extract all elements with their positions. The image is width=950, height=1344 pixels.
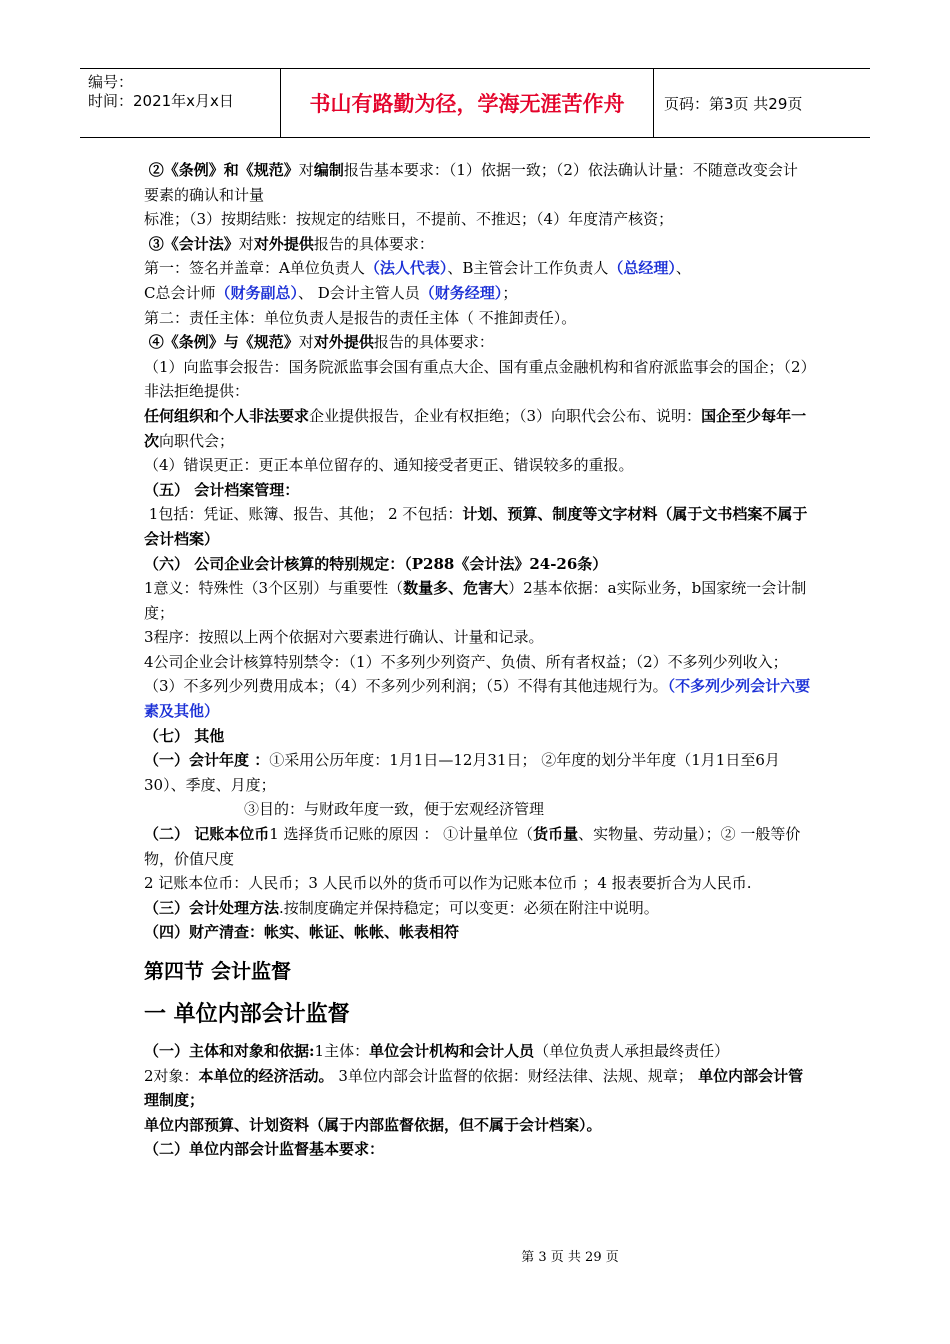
document-body [144,158,812,1162]
page-footer: 第 3 页 共 29 页 [521,1250,619,1265]
paragraph: ②《条例》和《规范》对编制报告基本要求：（1）依据一致；（2）依法确认计量：不随意改变会计要素的确认和计量 [144,161,798,204]
paragraph: ③目的：与财政年度一致，便于宏观经济管理 [244,800,545,819]
paragraph: 1意义：特殊性（3个区别）与重要性（数量多、危害大）2基本依据：a实际业务，b国家统一会计制度； [144,579,807,622]
paragraph: 4公司企业会计核算特别禁令：（1）不多列少列资产、负债、所有者权益；（2）不多列少列收入； [144,652,788,671]
heading: （四）财产清查：帐实、帐证、帐帐、帐表相符 [144,923,460,942]
paragraph: （一）主体和对象和依据:1主体：单位会计机构和会计人员（单位负责人承担最终责任） [144,1042,730,1060]
paragraph: （3）不多列少列费用成本；（4）不多列少列利润；（5）不得有其他违规行为。（不多列少列会计六要素及其他） [144,677,811,721]
paragraph: 2 记账本位币：人民币；3 人民币以外的货币可以作为记账本位币 ；4 报表要折合为人民币. [144,874,752,893]
paragraph: （三）会计处理方法.按制度确定并保持稳定；可以变更：必须在附注中说明。 [144,898,659,917]
paragraph: （二） 记账本位币1 选择货币记账的原因 ： ①计量单位（货币量、实物量、劳动量）；② 一般等价物，价值尺度 [144,825,801,868]
paragraph: ④《条例》与《规范》对对外提供报告的具体要求： [148,333,494,352]
time-label: 时间：2021年x月x日 [88,92,234,110]
section-heading: 第四节 会计监督 [144,959,291,983]
paragraph: 第二：责任主体：单位负责人是报告的责任主体（ 不推卸责任）。 [144,308,577,327]
header-page-number: 页码：第3页 共29页 [664,94,803,113]
paragraph: 2对象：本单位的经济活动。 3单位内部会计监督的依据：财经法律、法规、规章； 单位内部会计管理制度； [144,1066,804,1110]
heading: （六） 公司企业会计核算的特别规定：（P288《会计法》24-26条） [144,554,608,573]
paragraph: （4）错误更正：更正本单位留存的、通知接受者更正、错误较多的重报。 [144,456,634,475]
header-info [80,69,280,137]
paragraph: （1）向监事会报告：国务院派监事会国有重点大企、国有重点金融机构和省府派监事会的国企；（2）非法拒绝提供： [144,357,809,401]
paragraph: 任何组织和个人非法要求企业提供报告，企业有权拒绝；（3）向职代会公布、说明：国企至少每年一次向职代会； [144,406,807,450]
paragraph: 3程序：按照以上两个依据对六要素进行确认、计量和记录。 [144,628,544,647]
number-label: 编号： [88,73,134,91]
paragraph: 单位内部预算、计划资料（属于内部监督依据，但不属于会计档案）。 [144,1115,602,1134]
paragraph: （一）会计年度 ：①采用公历年度：1月1日—12月31日； ②年度的划分半年度（1月1日至6月30）、季度、月度； [144,751,780,794]
paragraph: C总会计师（财务副总）、 D会计主管人员（财务经理）； [144,283,518,302]
paragraph: ③《会计法》对对外提供报告的具体要求： [148,234,434,253]
paragraph: 标准；（3）按期结账：按规定的结账日，不提前、不推迟；（4）年度清产核资； [144,210,674,229]
paragraph: 1包括：凭证、账簿、报告、其他； 2 不包括：计划、预算、制度等文字材料（属于文书档案不属于会计档案） [144,505,808,548]
heading: （二）单位内部会计监督基本要求： [144,1140,385,1159]
heading: （七） 其他 [144,726,225,745]
page-header [80,68,870,138]
heading: （五） 会计档案管理： [144,480,300,499]
paragraph: 第一：签名并盖章：A单位负责人（法人代表）、B主管会计工作负责人（总经理）、 [144,259,691,278]
header-motto: 书山有路勤为径，学海无涯苦作舟 [280,69,654,137]
subsection-heading: 一 单位内部会计监督 [144,1001,350,1027]
